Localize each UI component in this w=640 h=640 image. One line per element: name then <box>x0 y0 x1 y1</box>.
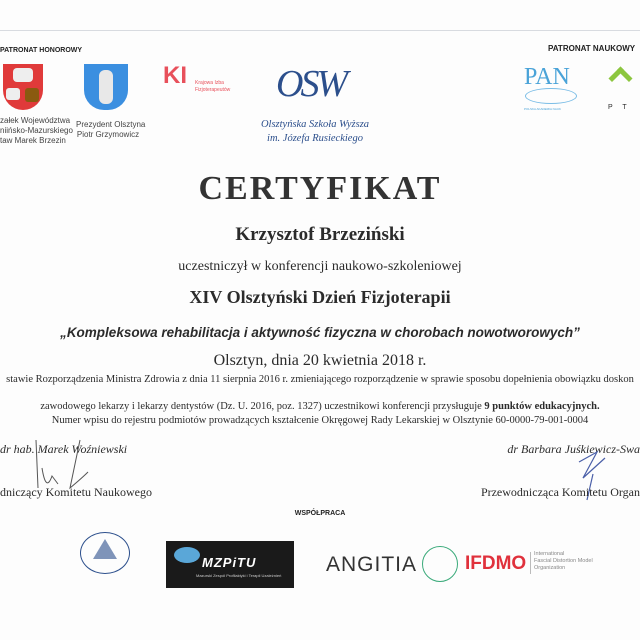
wspolpraca-label: WSPÓŁPRACA <box>294 510 346 517</box>
ifdmo-divider <box>530 552 531 574</box>
marszalek-caption <box>0 116 73 146</box>
conference-subtitle: „Kompleksowa rehabilitacja i aktywność fizyczna w chorobach nowotworowych” <box>60 325 580 340</box>
left-signatory-role: dniczący Komitetu Naukowego <box>0 485 152 499</box>
caption-line: załek Województwa <box>0 116 71 125</box>
participant-name: Krzysztof Brzeziński <box>235 224 405 245</box>
kif-text <box>195 80 230 94</box>
right-signatory-role: Przewodnicząca Komitetu Organ <box>480 485 640 499</box>
mzpitu-subtitle: Mazurski Zespół Profilaktyki i Terapii Uzależnień <box>196 573 282 578</box>
ifdmo-line: International <box>534 551 565 557</box>
caption-line: Piotr Grzymowicz <box>76 130 140 139</box>
medical-society-logo-icon <box>80 532 130 574</box>
prezydent-caption <box>76 120 146 140</box>
edu-points: 9 punktów edukacyjnych. <box>484 401 600 412</box>
legal-line-2-text: zawodowego lekarzy i lekarzy dentystów (Dz. U. 2016, poz. 1327) uczestnikowi konferencji przysługuje <box>40 401 485 412</box>
ifdmo-text <box>534 551 593 572</box>
left-signatory-name: dr hab. Marek Woźniewski <box>0 442 128 456</box>
osw-logo: OSW <box>276 63 346 105</box>
ifdmo-line: Organization <box>534 565 566 571</box>
caption-line: niińsko-Mazurskiego <box>0 126 73 135</box>
ptf-logo-text: P T <box>608 104 631 111</box>
participation-text: uczestniczył w konferencji naukowo-szkoleniowej <box>178 259 462 274</box>
osw-line: im. Józefa Rusieckiego <box>267 133 363 144</box>
mzpitu-logo <box>166 541 294 588</box>
legal-line-2 <box>0 400 640 413</box>
mzpitu-text: MZPiTU <box>202 555 257 570</box>
osw-caption <box>250 118 380 146</box>
ifdmo-line: Fascial Distortion Model <box>534 558 593 564</box>
scan-border <box>0 30 640 31</box>
pan-infinity-icon <box>525 88 577 104</box>
legal-line-1: stawie Rozporządzenia Ministra Zdrowia z dnia 11 sierpnia 2016 r. zmieniającego rozporządzenie w sprawie sposobu dopełnienia obowiązku doskon <box>6 374 634 385</box>
right-signatory-name: dr Barbara Juśkiewicz-Swa <box>507 442 640 456</box>
pan-logo: PAN <box>524 64 570 90</box>
osw-line: Olsztyńska Szkoła Wyższa <box>260 119 370 130</box>
pan-subtitle: POLSKA AKADEMIA NAUK <box>524 107 562 111</box>
olsztyn-crest-icon <box>84 64 128 110</box>
ptf-logo-icon <box>608 66 632 90</box>
patronat-honorowy-label: PATRONAT HONOROWY <box>0 47 83 54</box>
warmia-mazury-crest-icon <box>3 64 43 110</box>
kif-line: Krajowa Izba <box>195 80 224 86</box>
certificate-title: CERTYFIKAT <box>198 170 442 207</box>
legal-line-3: Numer wpisu do rejestru podmiotów prowadzących kształcenie Okręgowej Rady Lekarskiej w Olsztynie 60-0000-79-001-0004 <box>51 415 589 426</box>
caption-line: taw Marek Brzezin <box>0 136 66 145</box>
angitia-head-icon <box>422 546 458 582</box>
angitia-logo: ANGITIA <box>326 553 418 576</box>
place-date: Olsztyn, dnia 20 kwietnia 2018 r. <box>213 352 427 369</box>
conference-name: XIV Olsztyński Dzień Fizjoterapii <box>189 287 451 307</box>
kif-logo: KI <box>163 62 187 89</box>
ifdmo-logo: IFDMO <box>465 553 527 574</box>
kif-line: Fizjoterapeutów <box>195 87 231 93</box>
patronat-naukowy-label: PATRONAT NAUKOWY <box>548 44 636 53</box>
caption-line: Prezydent Olsztyna <box>76 120 146 129</box>
